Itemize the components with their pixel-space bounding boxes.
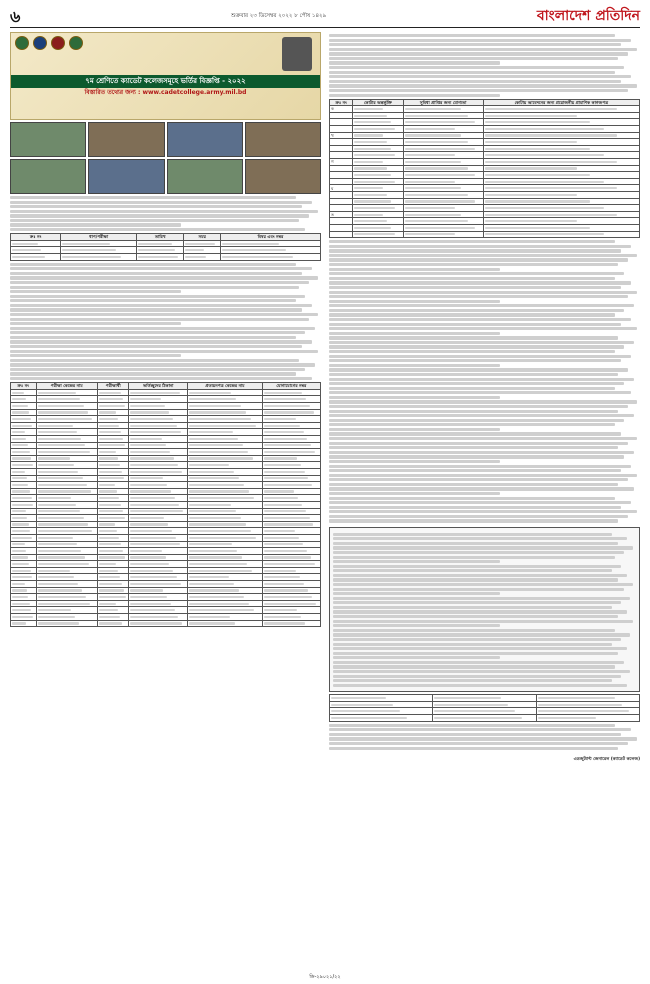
dates-table: [329, 694, 640, 721]
text-line: [10, 372, 296, 375]
photo: [245, 122, 321, 157]
text-line: [329, 465, 631, 468]
text-line: [329, 747, 618, 750]
column-header: পরীক্ষা কেন্দ্রের নাম: [36, 383, 97, 390]
text-line: [333, 652, 618, 655]
table-row: [11, 620, 321, 627]
text-line: [10, 210, 318, 213]
text-line: [10, 281, 309, 284]
column-header: কোটার অন্তর্ভুক্তি: [353, 99, 403, 106]
text-line: [10, 377, 312, 380]
table-row: [11, 521, 321, 528]
text-line: [329, 359, 621, 362]
text-line: [333, 592, 500, 595]
table-row: [11, 482, 321, 489]
text-line: [329, 423, 615, 426]
table-row: [11, 240, 321, 247]
text-line: [329, 382, 624, 385]
text-line: [329, 478, 628, 481]
table-row: ঘ: [330, 185, 640, 192]
text-line: [10, 272, 302, 275]
text-line: [329, 373, 618, 376]
text-line: [329, 364, 500, 367]
table-row: [11, 554, 321, 561]
text-line: [333, 665, 615, 668]
text-line: [10, 196, 296, 199]
table-row: [11, 495, 321, 502]
instructions-box: [329, 527, 640, 693]
table-row: [11, 488, 321, 495]
text-line: [10, 368, 305, 371]
photo: [10, 159, 86, 194]
text-line: [333, 656, 500, 659]
table-row: [11, 548, 321, 555]
text-line: [10, 223, 181, 226]
text-line: [10, 336, 296, 339]
text-line: [10, 327, 315, 330]
application-procedure: [329, 240, 640, 522]
table-row: [11, 594, 321, 601]
text-line: [333, 578, 618, 581]
photo-collage: [10, 122, 321, 194]
table-row: [11, 541, 321, 548]
text-line: [329, 446, 618, 449]
text-line: [329, 291, 637, 294]
text-line: [329, 327, 637, 330]
table-row: [11, 403, 321, 410]
text-line: [329, 387, 615, 390]
text-line: [10, 313, 318, 316]
table-row: [330, 224, 640, 231]
table-row: [330, 715, 640, 722]
text-line: [10, 318, 309, 321]
text-line: [329, 249, 621, 252]
text-line: [329, 39, 631, 42]
table-row: [11, 475, 321, 482]
text-line: [329, 341, 634, 344]
text-line: [333, 560, 500, 563]
text-line: [10, 295, 305, 298]
text-line: [329, 355, 631, 358]
text-line: [329, 501, 631, 504]
text-line: [333, 542, 618, 545]
ad-title: ৭ম শ্রেণিতে ক্যাডেট কলেজসমূহে ভর্তির বিজ্ঞপ্তি - ২০২২: [11, 75, 320, 88]
page-number: ৬: [10, 6, 21, 26]
navy-emblem-icon: [33, 36, 47, 50]
text-line: [329, 724, 615, 727]
text-line: [10, 299, 296, 302]
cadet-college-emblem-icon: [69, 36, 83, 50]
text-line: [333, 684, 627, 687]
column-header: ধাপ/পরীক্ষা: [61, 234, 137, 241]
column-header: যোগাযোগের নম্বর: [262, 383, 320, 390]
text-line: [329, 368, 628, 371]
text-line: [329, 432, 621, 435]
table-row: ক: [330, 106, 640, 113]
text-line: [329, 410, 618, 413]
photo: [167, 159, 243, 194]
text-line: [333, 620, 633, 623]
text-line: [329, 419, 624, 422]
text-line: [329, 84, 637, 87]
table-row: [11, 567, 321, 574]
table-row: [330, 178, 640, 185]
table-row: [330, 139, 640, 146]
text-line: [333, 556, 615, 559]
table-row: [11, 416, 321, 423]
text-line: [10, 322, 181, 325]
text-line: [329, 460, 500, 463]
text-line: [10, 205, 302, 208]
ad-subtitle: বিস্তারিত তথ্যের জন্য : www.cadetcollege.army.mil.bd: [84, 89, 247, 96]
text-line: [329, 405, 628, 408]
text-line: [333, 583, 633, 586]
text-line: [329, 455, 624, 458]
text-line: [10, 276, 318, 279]
photo: [88, 122, 164, 157]
table-row: [11, 587, 321, 594]
text-line: [329, 304, 634, 307]
text-line: [329, 451, 634, 454]
text-line: [329, 43, 621, 46]
column-header: ক্রঃ নং: [330, 99, 353, 106]
table-row: [330, 708, 640, 715]
text-line: [10, 350, 318, 353]
table-row: [330, 695, 640, 702]
text-line: [329, 336, 618, 339]
text-line: [329, 309, 624, 312]
text-line: [329, 272, 624, 275]
text-line: [329, 94, 500, 97]
column-header: সুবিধা প্রাপ্তির জন্য যোগ্যতা: [403, 99, 483, 106]
text-line: [329, 332, 500, 335]
text-line: [333, 551, 624, 554]
text-line: [333, 588, 624, 591]
text-line: [329, 268, 500, 271]
column-header: কোটায় আবেদনের জন্য প্রয়োজনীয় প্রামাণিক কাগজপত্র: [483, 99, 639, 106]
quota-table: [329, 99, 640, 238]
text-line: [10, 345, 302, 348]
text-line: [329, 469, 621, 472]
text-line: [329, 277, 615, 280]
column-header: পরীক্ষার্থী: [98, 383, 129, 390]
table-row: [11, 508, 321, 515]
text-line: [333, 565, 621, 568]
text-line: [333, 601, 621, 604]
text-line: [333, 533, 612, 536]
portrait-photo: [282, 37, 312, 71]
text-line: [10, 286, 299, 289]
table-row: [11, 247, 321, 254]
column-header: সময়: [184, 234, 221, 241]
text-line: [333, 610, 627, 613]
table-row: [330, 701, 640, 708]
quota-intro: [329, 34, 640, 97]
table-row: [11, 528, 321, 535]
table-row: [330, 126, 640, 133]
table-row: [11, 449, 321, 456]
right-column: [329, 32, 640, 982]
text-line: [333, 629, 615, 632]
left-column: [10, 32, 321, 982]
airforce-emblem-icon: [51, 36, 65, 50]
text-line: [10, 363, 315, 366]
text-line: [329, 483, 618, 486]
table-row: [11, 468, 321, 475]
text-line: [329, 57, 618, 60]
text-line: [333, 638, 621, 641]
text-line: [333, 643, 612, 646]
text-line: [329, 80, 621, 83]
date-line: শুক্রবার ২৩ ডিসেম্বর ২০২২ ৮ পৌষ ১৪২৯: [231, 13, 327, 20]
text-line: [329, 61, 500, 64]
table-row: [330, 165, 640, 172]
text-line: [10, 263, 296, 266]
text-line: [329, 487, 634, 490]
text-line: [329, 497, 615, 500]
text-line: [329, 733, 621, 736]
text-line: [329, 345, 624, 348]
text-line: [333, 606, 612, 609]
table-row: [330, 145, 640, 152]
text-line: [10, 290, 181, 293]
text-line: [329, 245, 631, 248]
text-line: [10, 219, 299, 222]
table-row: [11, 442, 321, 449]
text-line: [329, 263, 618, 266]
text-line: [10, 354, 181, 357]
text-line: [333, 633, 630, 636]
text-line: [329, 510, 637, 513]
table-row: [330, 198, 640, 205]
text-line: [329, 442, 628, 445]
text-line: [329, 48, 637, 51]
text-line: [329, 300, 500, 303]
table-row: [11, 436, 321, 443]
text-line: [10, 228, 305, 231]
text-line: [333, 615, 618, 618]
text-line: [329, 254, 637, 257]
table-row: [330, 205, 640, 212]
photo: [10, 122, 86, 157]
text-line: [329, 318, 631, 321]
text-line: [329, 428, 500, 431]
text-line: [329, 742, 628, 745]
text-line: [329, 506, 621, 509]
intro-paragraph: [10, 196, 321, 231]
text-line: [329, 286, 621, 289]
text-line: [329, 414, 634, 417]
masthead: [10, 6, 640, 28]
text-line: [10, 359, 299, 362]
text-line: [329, 737, 637, 740]
text-line: [333, 537, 627, 540]
table-row: [11, 501, 321, 508]
table-row: [330, 218, 640, 225]
exam-schedule-table: [10, 233, 321, 260]
text-line: [329, 258, 628, 261]
column-header: ক্রঃ নং: [11, 383, 37, 390]
text-line: [329, 492, 500, 495]
text-line: [329, 75, 631, 78]
text-line: [329, 281, 631, 284]
column-header: বিষয় এবং নম্বর: [221, 234, 321, 241]
text-line: [333, 569, 612, 572]
table-row: [330, 112, 640, 119]
text-line: [10, 267, 312, 270]
text-line: [10, 201, 312, 204]
text-line: [333, 624, 500, 627]
text-line: [329, 515, 628, 518]
text-line: [10, 340, 312, 343]
text-line: [333, 574, 627, 577]
photo: [88, 159, 164, 194]
signature-block: এডজুট্যান্ট জেনারেল (ক্যাডেট কলেজ): [573, 755, 640, 761]
table-row: ঙ: [330, 211, 640, 218]
text-line: [329, 52, 628, 55]
table-row: [11, 396, 321, 403]
column-header: ক্রঃ নং: [11, 234, 61, 241]
text-line: [10, 304, 312, 307]
text-line: [329, 378, 634, 381]
ad-banner: [10, 32, 321, 120]
table-row: [330, 192, 640, 199]
table-row: [11, 515, 321, 522]
text-line: [329, 396, 500, 399]
text-line: [329, 474, 637, 477]
table-row: [330, 119, 640, 126]
text-line: [333, 597, 630, 600]
eligibility-text: [10, 263, 321, 381]
text-line: [10, 308, 302, 311]
table-row: [11, 389, 321, 396]
text-line: [329, 391, 631, 394]
table-row: [11, 600, 321, 607]
text-line: [10, 331, 305, 334]
table-row: [11, 254, 321, 261]
table-row: [11, 534, 321, 541]
table-row: [11, 462, 321, 469]
text-line: [333, 675, 621, 678]
photo: [167, 122, 243, 157]
table-row: গ: [330, 159, 640, 166]
table-row: [330, 231, 640, 238]
table-row: [11, 429, 321, 436]
table-row: খ: [330, 132, 640, 139]
column-header: প্রত্যয়নপত্র কেন্দ্রের নাম: [188, 383, 263, 390]
exam-centre-table: [10, 382, 321, 627]
text-line: [329, 350, 615, 353]
table-row: [11, 561, 321, 568]
text-line: [329, 89, 628, 92]
newspaper-brand: বাংলাদেশ প্রতিদিন: [536, 7, 640, 24]
text-line: [329, 519, 618, 522]
army-emblem-icon: [15, 36, 29, 50]
text-line: [329, 728, 631, 731]
column-header: ভর্তিচ্ছুদের ঠিকানা: [129, 383, 188, 390]
text-line: [329, 313, 615, 316]
text-line: [10, 214, 309, 217]
table-row: [11, 581, 321, 588]
text-line: [329, 66, 624, 69]
text-line: [333, 661, 624, 664]
text-line: [329, 71, 615, 74]
table-row: [11, 574, 321, 581]
table-row: [11, 409, 321, 416]
text-line: [333, 679, 612, 682]
text-line: [333, 546, 633, 549]
photo: [245, 159, 321, 194]
closing-text: [329, 724, 640, 750]
table-row: [11, 614, 321, 621]
footer-code: ডি-২৯০২১/২২: [309, 973, 341, 980]
text-line: [329, 295, 628, 298]
text-line: [329, 34, 615, 37]
text-line: [333, 670, 630, 673]
table-row: [330, 152, 640, 159]
text-line: [329, 437, 637, 440]
table-row: [11, 422, 321, 429]
table-row: [11, 455, 321, 462]
text-line: [329, 323, 621, 326]
table-row: [330, 172, 640, 179]
text-line: [333, 647, 627, 650]
text-line: [329, 400, 637, 403]
text-line: [329, 240, 615, 243]
table-row: [11, 607, 321, 614]
column-header: তারিখ: [137, 234, 184, 241]
